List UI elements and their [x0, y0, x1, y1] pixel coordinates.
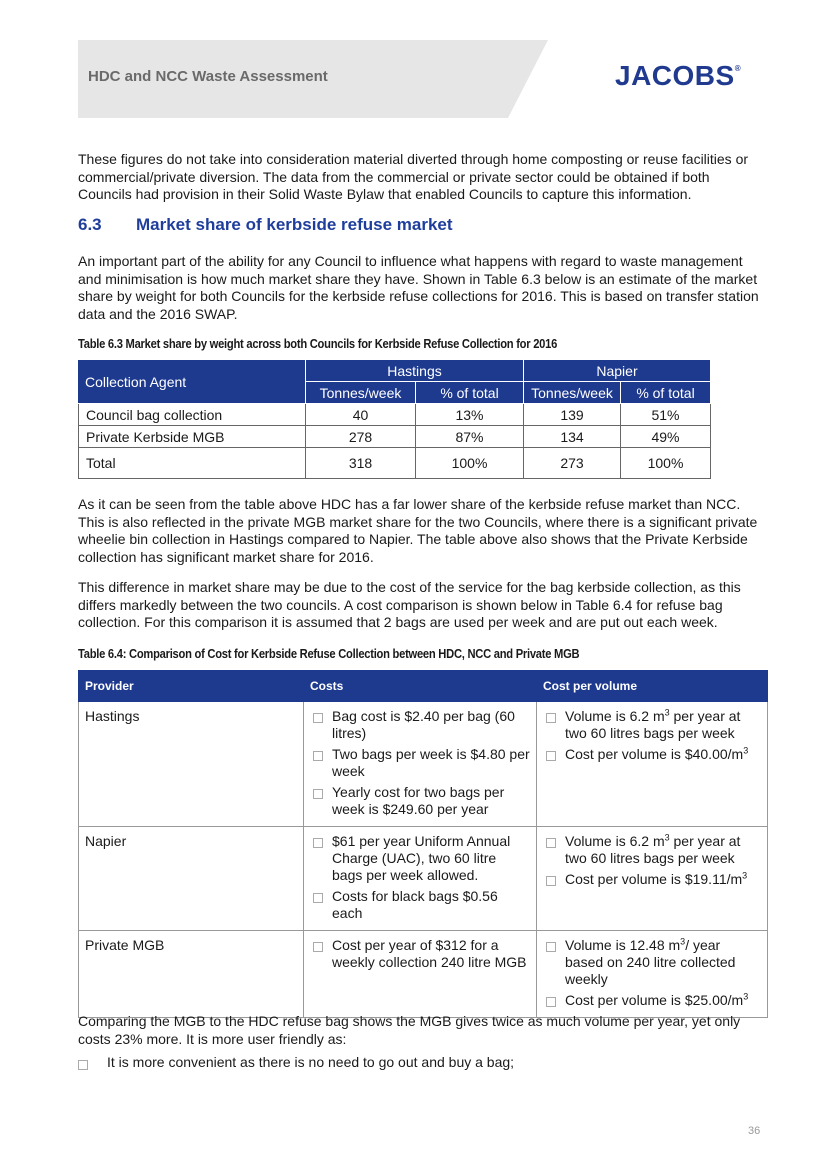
section-heading [78, 215, 453, 235]
volume-cell [537, 827, 768, 931]
cost-comparison-table [78, 670, 768, 1018]
napier-header: Napier [524, 360, 711, 382]
value-cell: 49% [621, 426, 711, 448]
table-row-total [79, 448, 711, 479]
list-item: Two bags per week is $4.80 per week [310, 746, 530, 780]
collection-agent-header: Collection Agent [79, 360, 306, 404]
list-item: Cost per volume is $\$25.00/m^3$ [543, 992, 761, 1009]
agent-cell: Total [79, 448, 306, 479]
list-item: Cost per volume is $\$40.00/m^3$ [543, 746, 761, 763]
table-row [79, 931, 768, 1018]
costs-header: Costs [304, 671, 537, 702]
page-number: 36 [748, 1125, 761, 1137]
list-item: Volume is 6.2 $m^3$ per year at two 60 litres bags per week [543, 833, 761, 867]
analysis-paragraph: As it can be seen from the table above HDC has a far lower share of the kerbside refuse market than NCC. This is also reflected in the private MGB market share for the two Councils, where there is a significant private wheelie bin collection in Hastings compared to Napier. The table above also shows that the Private Kerbside collection has significant market share for 2016. [78, 496, 758, 565]
costs-cell [304, 827, 537, 931]
section-paragraph: An important part of the ability for any Council to influence what happens with regard to waste management and minimisation is how much market share they have. Shown in Table 6.3 below is an estimate of the market share by weight for both Councils for the kerbside refuse collections for 2016. This is based on transfer station data and the 2016 SWAP. [78, 253, 759, 322]
list-item: Costs for black bags $0.56 each [310, 888, 530, 922]
table-6-4-caption: Table 6.4: Comparison of Cost for Kerbside Refuse Collection between HDC, NCC and Private MGB [78, 646, 580, 661]
value-cell: 13% [416, 404, 524, 426]
checkbox-bullet-icon [546, 876, 556, 886]
costs-cell [304, 702, 537, 827]
provider-cell: Private MGB [79, 931, 304, 1018]
checkbox-bullet-icon [546, 997, 556, 1007]
table-row [79, 702, 768, 827]
list-item: Cost per volume is $\$19.11/m^3$ [543, 871, 761, 888]
list-item: Volume is 6.2 $m^3$ per year at two 60 litres bags per week [543, 708, 761, 742]
volume-cell [537, 702, 768, 827]
section-title: Market share of kerbside refuse market [136, 215, 453, 234]
checkbox-bullet-icon [313, 893, 323, 903]
checkbox-bullet-icon [313, 751, 323, 761]
table-row [79, 426, 711, 448]
table-row [79, 404, 711, 426]
list-item: $61 per year Uniform Annual Charge (UAC), two 60 litre bags per week allowed. [310, 833, 530, 884]
volume-cell [537, 931, 768, 1018]
market-share-table [78, 359, 711, 479]
cost-paragraph: This difference in market share may be due to the cost of the service for the bag kerbside collection, as this differs markedly between the two councils. A cost comparison is shown below in Table 6.4 for refuse bag collection. For this comparison it is assumed that 2 bags are used per week and are put out each week. [78, 579, 741, 630]
value-cell: 139 [524, 404, 621, 426]
checkbox-bullet-icon [313, 713, 323, 723]
subheader-cell: Tonnes/week [306, 382, 416, 404]
agent-cell: Private Kerbside MGB [79, 426, 306, 448]
checkbox-bullet-icon [546, 751, 556, 761]
list-item: Cost per year of $312 for a weekly collection 240 litre MGB [310, 937, 530, 971]
checkbox-bullet-icon [546, 838, 556, 848]
value-cell: 40 [306, 404, 416, 426]
value-cell: 100% [416, 448, 524, 479]
intro-paragraph: These figures do not take into consideration material diverted through home composting or reuse facilities or commercial/private diversion. The data from the commercial or private sector could be obtained if both Councils had provision in their Solid Waste Bylaw that enabled Councils to capture this information. [78, 151, 749, 202]
closing-bullet: It is more convenient as there is no need to go out and buy a bag; [78, 1054, 514, 1070]
table-row [79, 827, 768, 931]
jacobs-logo: JACOBS® [615, 60, 742, 91]
value-cell: 51% [621, 404, 711, 426]
provider-cell: Hastings [79, 702, 304, 827]
table-6-3-caption: Table 6.3 Market share by weight across both Councils for Kerbside Refuse Collection for 2016 [78, 336, 558, 351]
checkbox-bullet-icon [546, 713, 556, 723]
provider-cell: Napier [79, 827, 304, 931]
checkbox-bullet-icon [546, 942, 556, 952]
value-cell: 134 [524, 426, 621, 448]
cost-per-volume-header: Cost per volume [537, 671, 768, 702]
subheader-cell: Tonnes/week [524, 382, 621, 404]
checkbox-bullet-icon [313, 942, 323, 952]
checkbox-bullet-icon [313, 789, 323, 799]
checkbox-bullet-icon [313, 838, 323, 848]
subheader-cell: % of total [621, 382, 711, 404]
list-item: Yearly cost for two bags per week is $249.60 per year [310, 784, 530, 818]
agent-cell: Council bag collection [79, 404, 306, 426]
provider-header: Provider [79, 671, 304, 702]
value-cell: 278 [306, 426, 416, 448]
list-item: Volume is 12.48 $m^3/$ year based on 240 litre collected weekly [543, 937, 761, 988]
section-number: 6.3 [78, 215, 102, 234]
value-cell: 100% [621, 448, 711, 479]
hastings-header: Hastings [306, 360, 524, 382]
costs-cell [304, 931, 537, 1018]
value-cell: 273 [524, 448, 621, 479]
value-cell: 87% [416, 426, 524, 448]
value-cell: 318 [306, 448, 416, 479]
list-item: Bag cost is $2.40 per bag (60 litres) [310, 708, 530, 742]
document-title: HDC and NCC Waste Assessment [88, 68, 328, 85]
closing-paragraph: Comparing the MGB to the HDC refuse bag shows the MGB gives twice as much volume per year, yet only costs 23% more. It is more user friendly as: [78, 1013, 741, 1047]
checkbox-bullet-icon [78, 1060, 88, 1070]
subheader-cell: % of total [416, 382, 524, 404]
